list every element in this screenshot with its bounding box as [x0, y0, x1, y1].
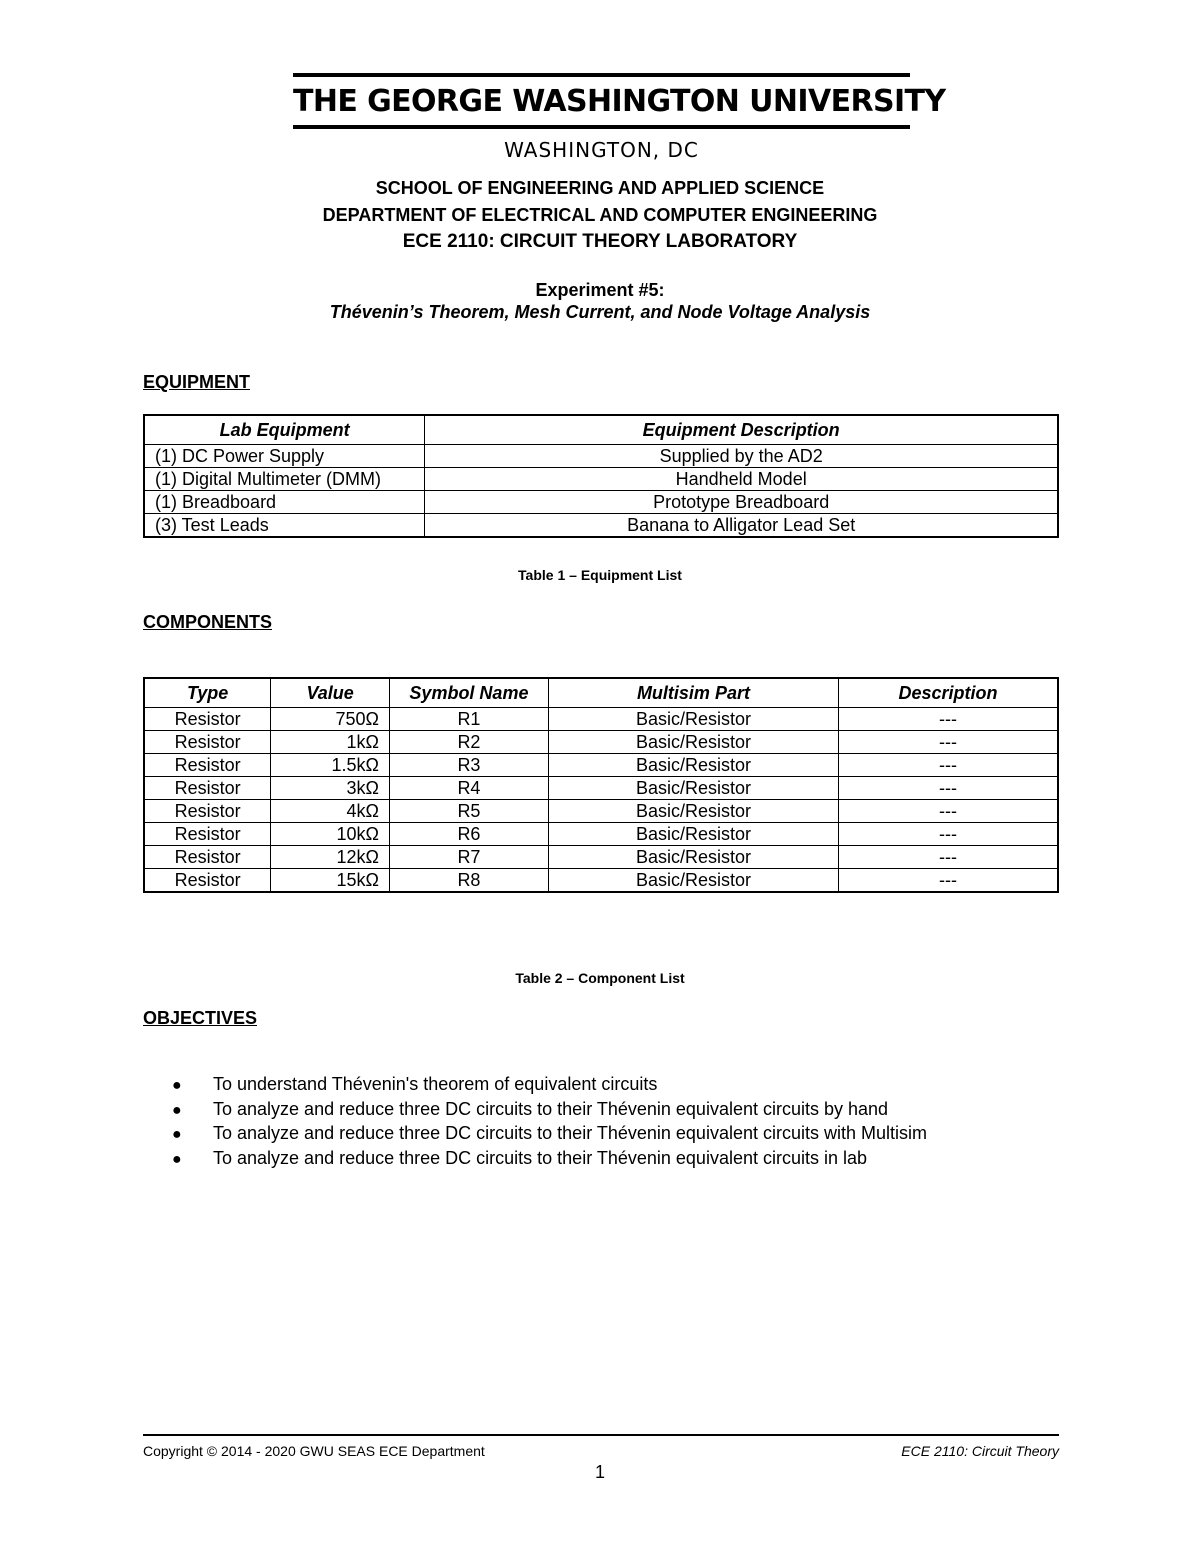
objective-text: To analyze and reduce three DC circuits to their Thévenin equivalent circuits by hand — [213, 1098, 889, 1119]
component-symbol: R2 — [390, 731, 549, 754]
component-type: Resistor — [144, 731, 271, 754]
table-row — [144, 708, 1058, 731]
equipment-description: Supplied by the AD2 — [425, 445, 1058, 468]
component-description: --- — [839, 754, 1058, 777]
component-value: 1kΩ — [271, 731, 390, 754]
component-symbol: R3 — [390, 754, 549, 777]
table-row — [144, 800, 1058, 823]
experiment-title: Thévenin’s Theorem, Mesh Current, and Node Voltage Analysis — [329, 302, 871, 322]
components-header-multisim: Multisim Part — [548, 678, 838, 708]
equipment-description: Banana to Alligator Lead Set — [425, 514, 1058, 538]
component-value: 1.5kΩ — [271, 754, 390, 777]
component-symbol: R8 — [390, 869, 549, 893]
component-description: --- — [839, 708, 1058, 731]
bullet-icon: ● — [172, 1077, 182, 1094]
equipment-table-caption: Table 1 – Equipment List — [518, 567, 682, 583]
equipment-description: Handheld Model — [425, 468, 1058, 491]
component-multisim-part: Basic/Resistor — [548, 777, 838, 800]
component-multisim-part: Basic/Resistor — [548, 846, 838, 869]
equipment-heading: EQUIPMENT — [143, 372, 251, 392]
table-row — [144, 468, 1058, 491]
component-symbol: R4 — [390, 777, 549, 800]
objective-text: To analyze and reduce three DC circuits to their Thévenin equivalent circuits with Multisim — [213, 1123, 927, 1143]
component-value: 3kΩ — [271, 777, 390, 800]
component-value: 4kΩ — [271, 800, 390, 823]
component-value: 750Ω — [271, 708, 390, 731]
components-header-symbol: Symbol Name — [390, 678, 549, 708]
table-row — [144, 869, 1058, 893]
table-row — [144, 823, 1058, 846]
component-description: --- — [839, 869, 1058, 893]
page-number: 1 — [594, 1462, 605, 1482]
components-header-description: Description — [839, 678, 1058, 708]
bullet-icon: ● — [172, 1150, 182, 1168]
table-row — [144, 491, 1058, 514]
bullet-icon: ● — [172, 1126, 182, 1143]
department-name — [0, 205, 1200, 226]
component-multisim-part: Basic/Resistor — [548, 869, 838, 893]
list-item — [172, 1121, 927, 1146]
logo-bottom-rule — [293, 125, 910, 129]
component-multisim-part: Basic/Resistor — [548, 800, 838, 823]
equipment-header-lab-equipment: Lab Equipment — [144, 415, 425, 445]
equipment-name: (1) DC Power Supply — [144, 445, 425, 468]
component-description: --- — [839, 800, 1058, 823]
table-row — [144, 777, 1058, 800]
components-header-type: Type — [144, 678, 271, 708]
component-symbol: R5 — [390, 800, 549, 823]
list-item — [172, 1097, 927, 1122]
course-title-text: ECE 2110: CIRCUIT THEORY LABORATORY — [402, 231, 798, 252]
footer-rule — [143, 1434, 1059, 1436]
list-item — [172, 1146, 927, 1171]
table-row — [144, 846, 1058, 869]
component-value: 15kΩ — [271, 869, 390, 893]
component-type: Resistor — [144, 823, 271, 846]
component-symbol: R1 — [390, 708, 549, 731]
component-description: --- — [839, 823, 1058, 846]
equipment-name: (1) Digital Multimeter (DMM) — [144, 468, 425, 491]
logo-top-rule — [293, 73, 910, 77]
objective-text: To analyze and reduce three DC circuits to their Thévenin equivalent circuits in lab — [213, 1147, 868, 1168]
component-value: 12kΩ — [271, 846, 390, 869]
table-row — [144, 445, 1058, 468]
department-name-text: DEPARTMENT OF ELECTRICAL AND COMPUTER ENGINEERING — [322, 205, 878, 225]
table-row — [144, 754, 1058, 777]
table-row — [144, 514, 1058, 538]
course-title — [0, 231, 1200, 253]
component-symbol: R6 — [390, 823, 549, 846]
objective-text: To understand Thévenin's theorem of equivalent circuits — [213, 1074, 658, 1094]
component-type: Resistor — [144, 777, 271, 800]
components-table-header-row — [144, 678, 1058, 708]
components-table — [143, 677, 1059, 893]
footer-copyright: Copyright © 2014 - 2020 GWU SEAS ECE Department — [143, 1443, 485, 1459]
component-type: Resistor — [144, 800, 271, 823]
component-multisim-part: Basic/Resistor — [548, 823, 838, 846]
component-value: 10kΩ — [271, 823, 390, 846]
component-description: --- — [839, 777, 1058, 800]
equipment-name: (3) Test Leads — [144, 514, 425, 538]
bullet-icon: ● — [172, 1101, 182, 1119]
objectives-heading: OBJECTIVES — [143, 1008, 258, 1028]
component-symbol: R7 — [390, 846, 549, 869]
equipment-name: (1) Breadboard — [144, 491, 425, 514]
equipment-table-header-row — [144, 415, 1058, 445]
component-description: --- — [839, 846, 1058, 869]
equipment-description: Prototype Breadboard — [425, 491, 1058, 514]
school-name-text: SCHOOL OF ENGINEERING AND APPLIED SCIENCE — [375, 178, 825, 198]
university-logo-wordmark: THE GEORGE WASHINGTON UNIVERSITY — [293, 84, 946, 119]
components-heading: COMPONENTS — [143, 612, 273, 632]
component-multisim-part: Basic/Resistor — [548, 731, 838, 754]
component-type: Resistor — [144, 846, 271, 869]
equipment-table — [143, 414, 1059, 538]
components-table-caption: Table 2 – Component List — [515, 970, 685, 986]
component-type: Resistor — [144, 754, 271, 777]
component-multisim-part: Basic/Resistor — [548, 754, 838, 777]
experiment-number: Experiment #5: — [535, 280, 665, 300]
footer-course: ECE 2110: Circuit Theory — [901, 1443, 1059, 1459]
component-type: Resistor — [144, 708, 271, 731]
component-description: --- — [839, 731, 1058, 754]
component-type: Resistor — [144, 869, 271, 893]
logo-city: WASHINGTON, DC — [504, 138, 699, 162]
objectives-list — [172, 1072, 927, 1170]
school-name — [0, 178, 1200, 199]
equipment-header-description: Equipment Description — [425, 415, 1058, 445]
components-header-value: Value — [271, 678, 390, 708]
table-row — [144, 731, 1058, 754]
list-item — [172, 1072, 927, 1097]
component-multisim-part: Basic/Resistor — [548, 708, 838, 731]
